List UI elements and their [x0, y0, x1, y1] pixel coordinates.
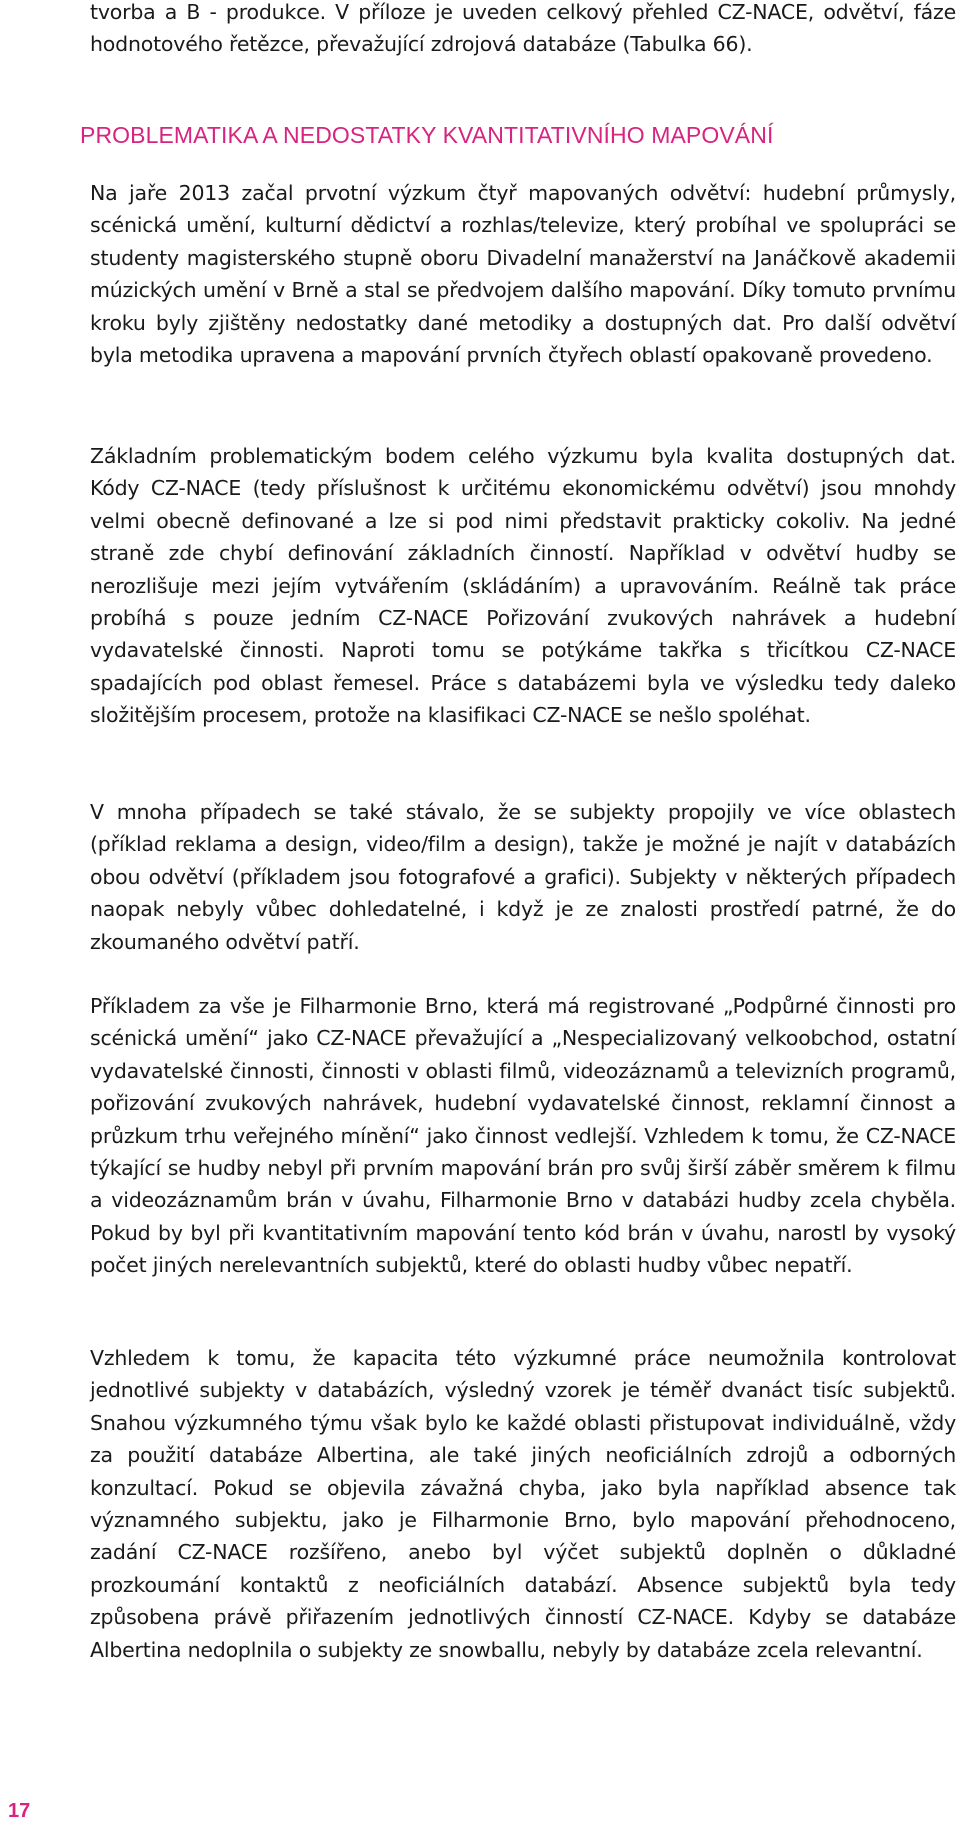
- section-heading: PROBLEMATIKA A NEDOSTATKY KVANTITATIVNÍHO MAPOVÁNÍ: [80, 122, 774, 148]
- intro-paragraph: tvorba a B - produkce. V příloze je uveden celkový přehled CZ-NACE, odvětví, fáze hodnotového řetězce, převažující zdrojová databáze (Tabulka 66).: [90, 0, 956, 57]
- body-paragraph-4: Příkladem za vše je Filharmonie Brno, která má registrované „Podpůrné činnosti pro scénická umění“ jako CZ-NACE převažující a „Nespecializovaný velkoobchod, ostatní vydavatelské činnosti, činnosti v oblasti filmů, videozáznamů a televizních programů, pořizování zvukových nahrávek, hudební vydavatelské činnost, reklamní činnost a průzkum trhu veřejného mínění“ jako činnost vedlejší. Vzhledem k tomu, že CZ-NACE týkající se hudby nebyl při prvním mapování brán pro svůj širší záběr směrem k filmu a videozáznamům brán v úvahu, Filharmonie Brno v databázi hudby zcela chyběla. Pokud by byl při kvantitativním mapování tento kód brán v úvahu, narostl by vysoký počet jiných nerelevantních subjektů, které do oblasti hudby vůbec nepatří.: [90, 994, 956, 1278]
- body-paragraph-5: Vzhledem k tomu, že kapacita této výzkumné práce neumožnila kontrolovat jednotlivé subjekty v databázích, výsledný vzorek je téměř dvanáct tisíc subjektů. Snahou výzkumného týmu však bylo ke každé oblasti přistupovat individuálně, vždy za použití databáze Albertina, ale také jiných neoficiálních zdrojů a odborných konzultací. Pokud se objevila závažná chyba, jako byla například absence tak významného subjektu, jako je Filharmonie Brno, bylo mapování přehodnoceno, zadání CZ-NACE rozšířeno, anebo byl výčet subjektů doplněn o důkladné prozkoumání kontaktů z neoficiálních databází. Absence subjektů byla tedy způsobena právě přiřazením jednotlivých činností CZ-NACE. Kdyby se databáze Albertina nedoplnila o subjekty ze snowballu, nebyly by databáze zcela relevantní.: [90, 1346, 956, 1662]
- body-paragraph-2: Základním problematickým bodem celého výzkumu byla kvalita dostupných dat. Kódy CZ-NACE (tedy příslušnost k určitému ekonomickému odvětví) jsou mnohdy velmi obecně definované a lze si pod nimi představit prakticky cokoliv. Na jedné straně zde chybí definování základních činností. Například v odvětví hudby se nerozlišuje mezi jejím vytvářením (skládáním) a upravováním. Reálně tak práce probíhá s pouze jedním CZ-NACE Pořizování zvukových nahrávek a hudební vydavatelské činnosti. Naproti tomu se potýkáme takřka s třicítkou CZ-NACE spadajících pod oblast řemesel. Práce s databázemi byla ve výsledku tedy daleko složitějším procesem, protože na klasifikaci CZ-NACE se nešlo spoléhat.: [90, 444, 956, 728]
- body-paragraph-1: Na jaře 2013 začal prvotní výzkum čtyř mapovaných odvětví: hudební průmysly, scénická umění, kulturní dědictví a rozhlas/televize, který probíhal ve spolupráci se studenty magisterského stupně oboru Divadelní manažerství na Janáčkově akademii múzických umění v Brně a stal se předvojem dalšího mapování. Díky tomuto prvnímu kroku byly zjištěny nedostatky dané metodiky a dostupných dat. Pro další odvětví byla metodika upravena a mapování prvních čtyřech oblastí opakovaně provedeno.: [90, 181, 956, 368]
- body-paragraph-3: V mnoha případech se také stávalo, že se subjekty propojily ve více oblastech (příklad reklama a design, video/film a design), takže je možné je najít v databázích obou odvětví (příkladem jsou fotografové a grafici). Subjekty v některých případech naopak nebyly vůbec dohledatelné, i když je ze znalosti prostředí patrné, že do zkoumaného odvětví patří.: [90, 800, 956, 954]
- page-number: 17: [8, 1800, 31, 1822]
